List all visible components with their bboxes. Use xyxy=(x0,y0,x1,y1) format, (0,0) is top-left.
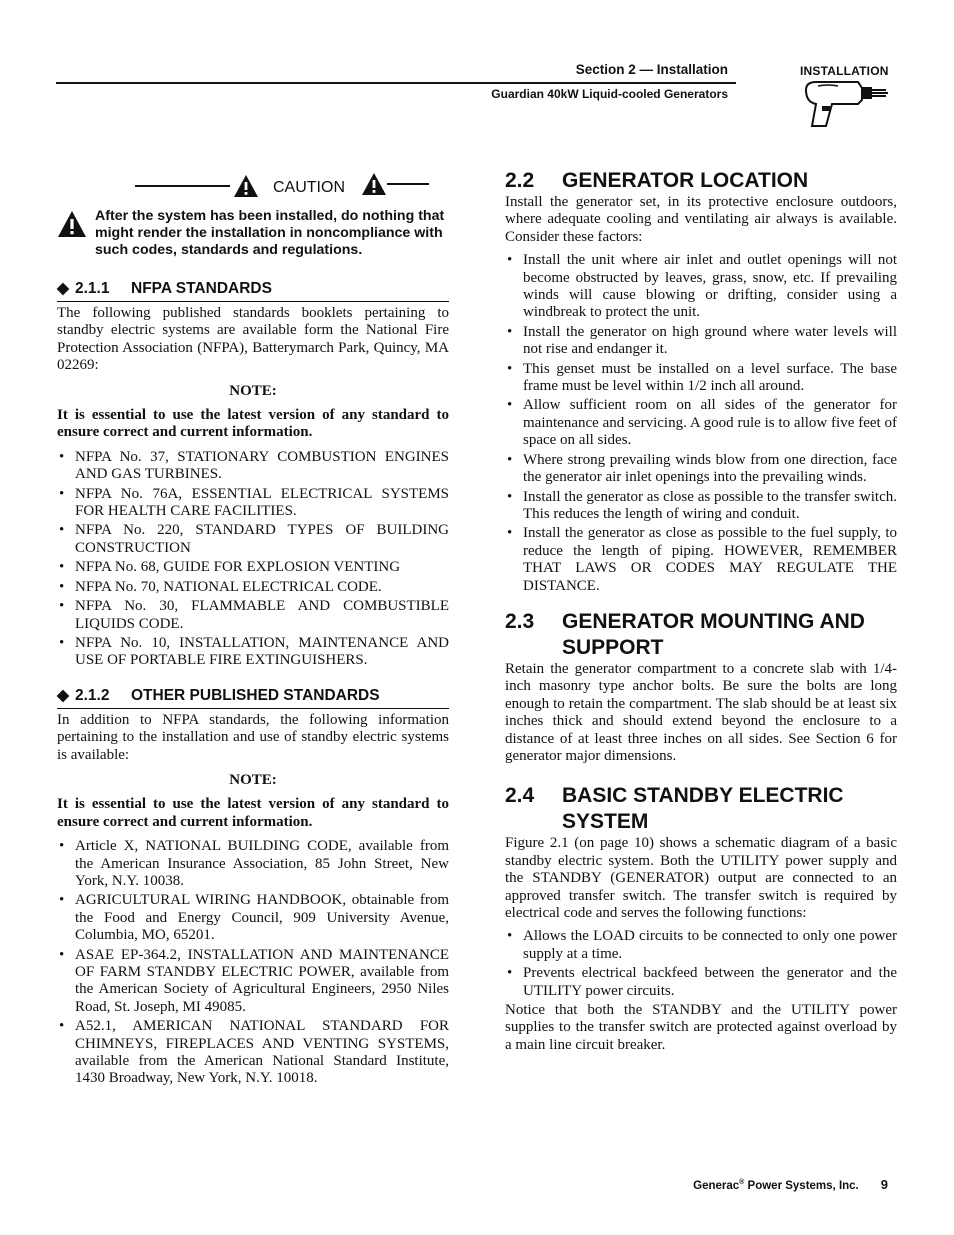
diamond-icon: ◆ xyxy=(57,686,69,704)
standby-heading xyxy=(505,783,897,835)
location-heading xyxy=(505,168,897,194)
location-title: GENERATOR LOCATION xyxy=(562,169,809,192)
list-item: • Install the generator as close as possible to the transfer switch. This reduces the length of wiring and conduit. xyxy=(505,489,897,524)
standby-number: 2.4 xyxy=(505,784,535,808)
location-number: 2.2 xyxy=(505,169,535,192)
other-list xyxy=(57,838,449,1088)
document-subtitle: Guardian 40kW Liquid-cooled Generators xyxy=(491,87,728,101)
list-item: • Where strong prevailing winds blow from one direction, face the generator air inlet openings into the prevailing winds. xyxy=(505,452,897,487)
location-list xyxy=(505,252,897,595)
standby-intro: Figure 2.1 (on page 10) shows a schematic diagram of a basic standby electric system. Both the UTILITY power supply and the STANDBY (GENERATOR) output are connected to an approved transfer switch. The transfer switch is required by electrical code and serves the following functions: xyxy=(505,835,897,921)
caution-rule-right xyxy=(387,183,429,185)
list-item: • Allows the LOAD circuits to be connected to only one power supply at a time. xyxy=(505,928,897,963)
nfpa-title: NFPA STANDARDS xyxy=(131,280,272,297)
list-item: • Article X, NATIONAL BUILDING CODE, available from the American Insurance Association, 85 John Street, New York, N.Y. 10038. xyxy=(57,838,449,890)
list-item: • Install the unit where air inlet and outlet openings will not become obstructed by leaves, grass, snow, etc. If prevailing winds will cause blowing or drifting, consider using a windbreak to protect the unit. xyxy=(505,252,897,322)
location-intro: Install the generator set, in its protective enclosure outdoors, where adequate cooling and ventilating air always is available. Consider these factors: xyxy=(505,194,897,245)
installation-badge: INSTALLATION xyxy=(800,64,889,78)
list-item: • AGRICULTURAL WIRING HANDBOOK, obtainable from the Food and Energy Council, 909 University Avenue, Columbia, MO, 65201. xyxy=(57,892,449,944)
list-item: • Install the generator as close as possible to the fuel supply, to reduce the length of piping. HOWEVER, REMEMBER THAT LAWS OR CODES MAY REGULATE THE DISTANCE. xyxy=(505,525,897,595)
list-item: • ASAE EP-364.2, INSTALLATION AND MAINTENANCE OF FARM STANDBY ELECTRIC POWER, available from the American Society of Agricultural Engineers, 2950 Niles Road, St. Joseph, MI 49085. xyxy=(57,947,449,1017)
caution-text-block xyxy=(57,208,449,259)
mounting-text: Retain the generator compartment to a concrete slab with 1/4-inch masonry type anchor bolts. Be sure the bolts are long enough to retain the compartment. The slab should be at least six inches thick and should extend beyond the enclosure to a distance of at least three inches on all sides. See Section 6 for generator major dimensions. xyxy=(505,660,897,764)
footer-company: Generac xyxy=(693,1180,740,1192)
other-title: OTHER PUBLISHED STANDARDS xyxy=(131,686,380,704)
other-note: It is essential to use the latest version of any standard to ensure correct and current information. xyxy=(57,796,449,830)
other-intro: In addition to NFPA standards, the following information pertaining to the installation and use of standby electric systems is available: xyxy=(57,711,449,763)
other-standards-heading xyxy=(57,686,449,709)
warning-triangle-icon xyxy=(57,210,87,238)
standby-outro: Notice that both the STANDBY and the UTILITY power supplies to the transfer switch are protected against overload by a main line circuit breaker. xyxy=(505,1002,897,1053)
list-item: • NFPA No. 10, INSTALLATION, MAINTENANCE AND USE OF PORTABLE FIRE EXTINGUISHERS. xyxy=(57,635,449,670)
list-item: • NFPA No. 220, STANDARD TYPES OF BUILDING CONSTRUCTION xyxy=(57,522,449,557)
list-item: • NFPA No. 68, GUIDE FOR EXPLOSION VENTING xyxy=(57,559,449,576)
mounting-number: 2.3 xyxy=(505,609,535,633)
nfpa-list xyxy=(57,449,449,670)
standby-title: BASIC STANDBY ELECTRIC SYSTEM xyxy=(562,784,844,834)
caution-text: After the system has been installed, do nothing that might render the installation in noncompliance with such codes, standards and regulations. xyxy=(95,208,445,258)
warning-triangle-icon xyxy=(233,174,259,198)
other-note-label: NOTE: xyxy=(229,771,277,788)
drill-icon xyxy=(800,78,890,128)
header-rule xyxy=(56,82,736,84)
list-item: • NFPA No. 70, NATIONAL ELECTRICAL CODE. xyxy=(57,579,449,596)
left-column xyxy=(57,172,449,1090)
warning-triangle-icon xyxy=(361,172,387,196)
standby-list xyxy=(505,928,897,1000)
other-number: 2.1.2 xyxy=(75,686,110,704)
mounting-heading xyxy=(505,609,897,661)
list-item: • A52.1, AMERICAN NATIONAL STANDARD FOR CHIMNEYS, FIREPLACES AND VENTING SYSTEMS, available from the American National Standard Institute, 1430 Broadway, New York, N.Y. 10018. xyxy=(57,1018,449,1088)
diamond-icon: ◆ xyxy=(57,280,69,297)
list-item: • Allow sufficient room on all sides of the generator for maintenance and servicing. A good rule is to allow five feet of space on all sides. xyxy=(505,397,897,449)
nfpa-note-label: NOTE: xyxy=(229,382,277,399)
list-item: • NFPA No. 37, STATIONARY COMBUSTION ENGINES AND GAS TURBINES. xyxy=(57,449,449,484)
caution-banner xyxy=(57,172,449,204)
right-column xyxy=(505,168,897,1054)
nfpa-note: It is essential to use the latest version of any standard to ensure correct and current information. xyxy=(57,407,449,441)
list-item: • Install the generator on high ground where water levels will not rise and endanger it. xyxy=(505,324,897,359)
caution-label: CAUTION xyxy=(273,179,345,196)
footer-company-rest: Power Systems, Inc. xyxy=(744,1180,859,1192)
list-item: • NFPA No. 76A, ESSENTIAL ELECTRICAL SYSTEMS FOR HEALTH CARE FACILITIES. xyxy=(57,486,449,521)
caution-rule-left xyxy=(135,185,230,187)
list-item: • Prevents electrical backfeed between the generator and the UTILITY power circuits. xyxy=(505,965,897,1000)
list-item: • This genset must be installed on a level surface. The base frame must be level within 1/2 inch all around. xyxy=(505,361,897,396)
registered-mark: ® xyxy=(739,1179,745,1187)
nfpa-intro: The following published standards booklets pertaining to standby electric systems are available form the National Fire Protection Association (NFPA), Batterymarch Park, Quincy, MA 02269: xyxy=(57,305,449,374)
mounting-title: GENERATOR MOUNTING AND SUPPORT xyxy=(562,609,865,659)
nfpa-heading xyxy=(57,279,449,302)
section-title: Section 2 — Installation xyxy=(575,62,728,77)
page-footer xyxy=(590,1177,888,1192)
page-number: 9 xyxy=(880,1177,888,1192)
list-item: • NFPA No. 30, FLAMMABLE AND COMBUSTIBLE LIQUIDS CODE. xyxy=(57,598,449,633)
nfpa-number: 2.1.1 xyxy=(75,280,110,297)
